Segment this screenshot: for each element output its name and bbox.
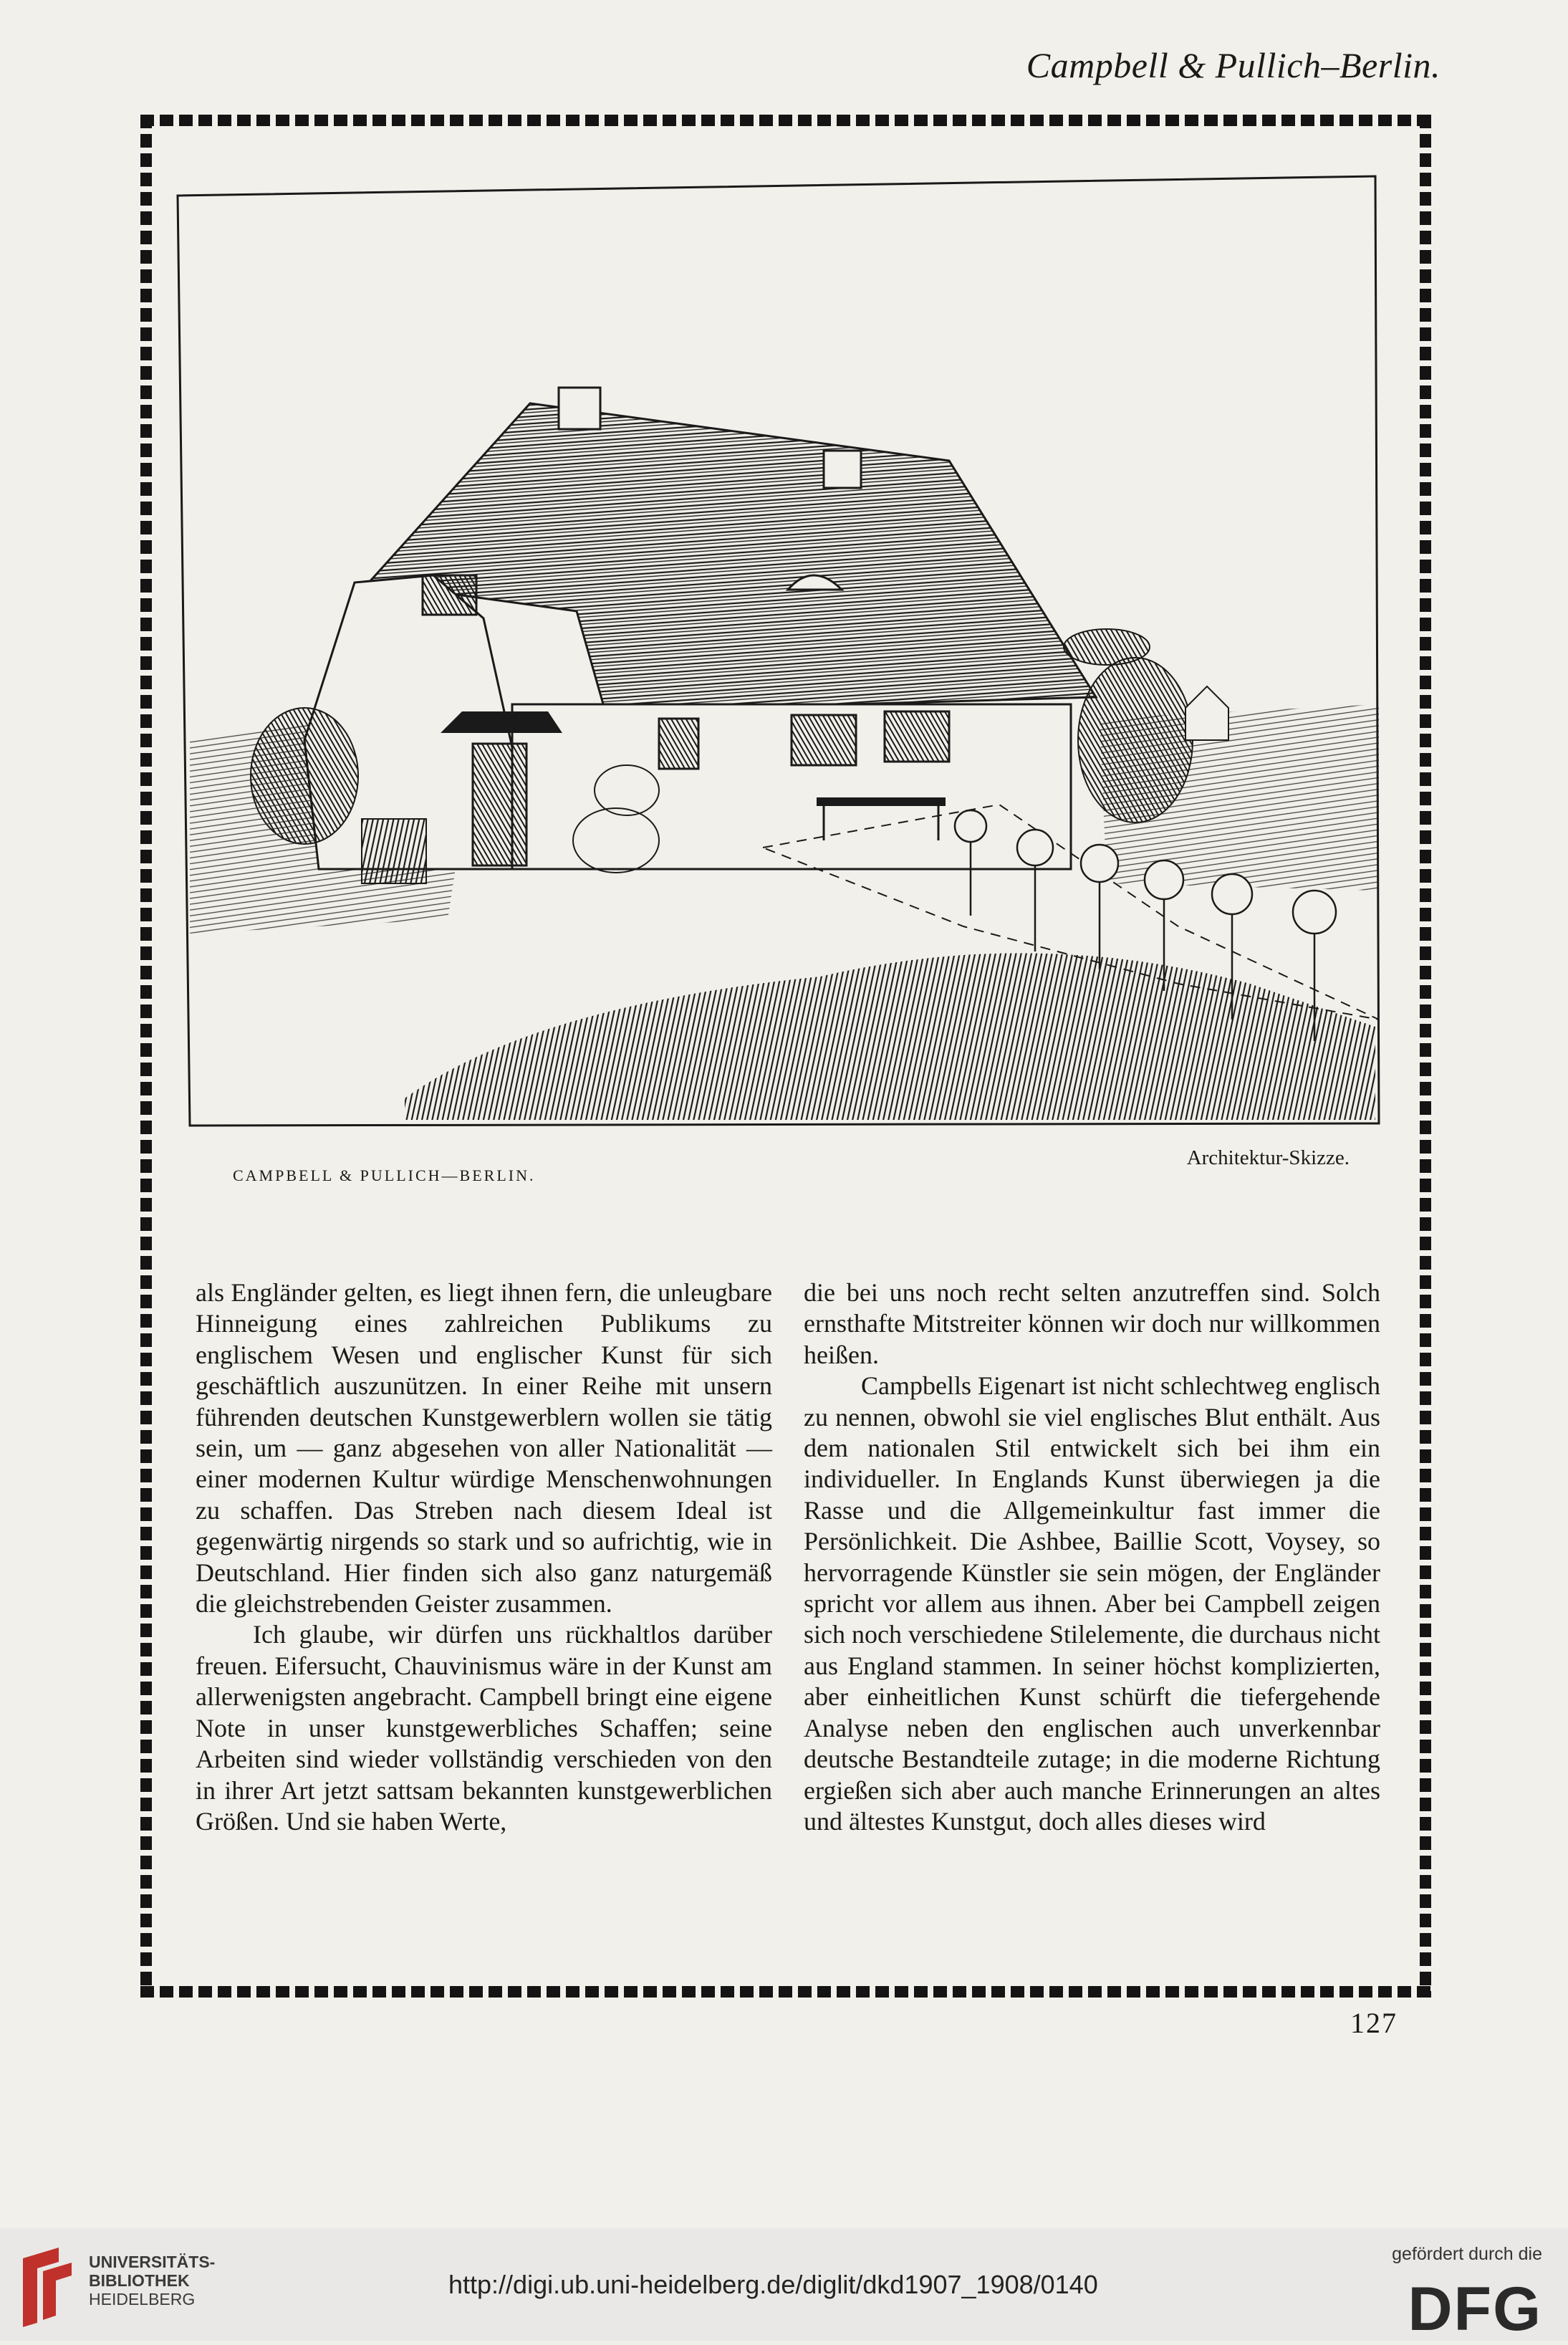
cottage-sketch-illustration [175,174,1386,1127]
source-url-link[interactable]: http://digi.ub.uni-heidelberg.de/diglit/dkd1907_1908/0140 [448,2270,1098,2299]
funding-label: gefördert durch die [1392,2244,1542,2264]
frame-right-border [1420,115,1431,1998]
frame-left-border [140,115,152,1998]
paragraph: Campbells Eigenart ist nicht schlechtweg englisch zu nennen, obwohl sie viel englisches Blut enthält. Aus dem nationalen Stil entwickelt sich bei ihm ein individueller. In Englands Kunst überwiegen ja die Rasse und die Allgemeinkultur fast immer die Persönlichkeit. Die Ashbee, Baillie Scott, Voysey, so hervorragende Künstler sie sein mögen, der Engländer spricht vor allem aus ihnen. Aber bei Campbell zeigen sich noch verschiedene Stilelemente, die durchaus nicht aus England stammen. In seiner höchst komplizierten, aber einheitlichen Kunst schürft die tiefergehende Analyse neben den englischen auch unverkennbar deutsche Bestandteile zutage; in die moderne Richtung ergießen sich aber auch manche Erinnerungen an altes und ältestes Kunstgut, doch alles dieses wird [804,1371,1380,1836]
page-number: 127 [1350,2007,1398,2039]
paragraph: als Engländer gelten, es liegt ihnen fern, die unleugbare Hinneigung eines zahlreichen Publikums zu englischem Wesen und englischer Kunst für sich geschäftlich auszunützen. In einer Reihe mit unsern führenden deutschen Kunstgewerblern wollen sie tätig sein, um — ganz abgesehen von aller Nationalität — einer modernen Kultur würdige Menschenwohnungen zu schaffen. Das Streben nach diesem Ideal ist gegenwärtig nirgends so stark und so aufrichtig, wie in Deutschland. Hier finden sich also ganz naturgemäß die gleichstrebenden Geister zusammen. [196,1278,772,1619]
library-name: UNIVERSITÄTS- BIBLIOTHEK HEIDELBERG [89,2253,216,2308]
figure-caption-right: Architektur-Skizze. [1186,1146,1350,1169]
paragraph: Ich glaube, wir dürfen uns rückhaltlos darüber freuen. Eifersucht, Chauvinismus wäre in der Kunst am allerwenigsten angebracht. Campbell bringt eine eigene Note in unser kunstgewerbliches Schaffen; seine Arbeiten sind wieder vollständig verschieden von den in ihrer Art jetzt sattsam bekannten kunstgewerblichen Größen. Und sie haben Werte, [196,1620,772,1836]
text-column-right [804,1277,1380,1837]
frame-top-border [140,115,1431,126]
digitization-footer [0,2228,1568,2344]
running-title: Campbell & Pullich–Berlin. [1026,45,1440,85]
paragraph: die bei uns noch recht selten anzutreffen sind. Solch ernsthafte Mitstreiter können wir doch nur willkommen heißen. [804,1278,1380,1369]
university-library-logo-icon [16,2244,80,2330]
frame-bottom-border [140,1986,1431,1998]
dfg-logo: DFG [1408,2275,1542,2344]
text-column-left [196,1277,772,1837]
figure-caption-left: CAMPBELL & PULLICH—BERLIN. [233,1166,536,1184]
